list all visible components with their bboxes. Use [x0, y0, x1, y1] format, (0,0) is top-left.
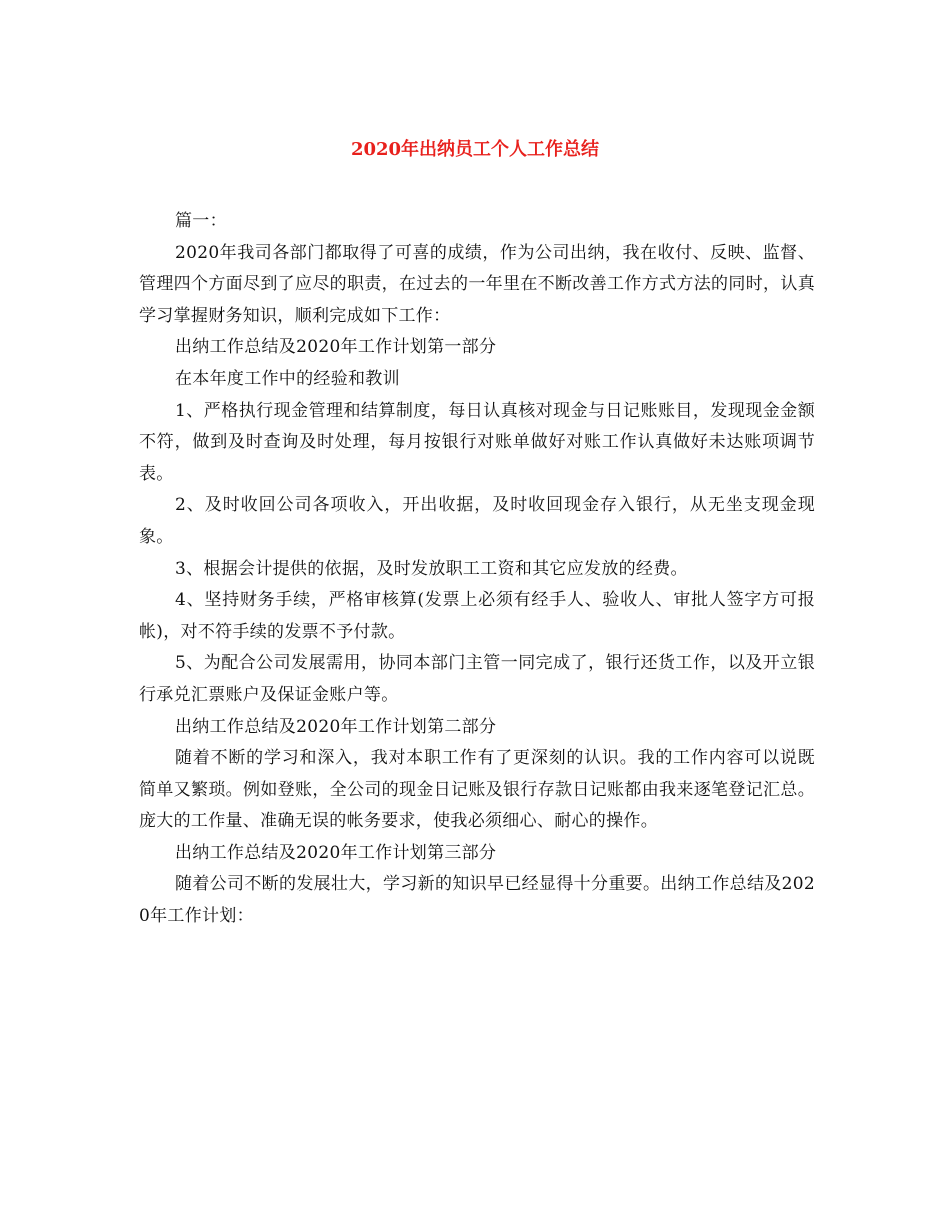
document-title: 2020年出纳员工个人工作总结 [350, 139, 600, 160]
paragraph-part-two-heading: 出纳工作总结及2020年工作计划第二部分 [175, 716, 497, 737]
paragraph-item-1: 1、严格执行现金管理和结算制度，每日认真核对现金与日记账账目，发现现金金额不符，做到及时查询及时处理，每月按银行对账单做好对账工作认真做好未达账项调节表。 [139, 400, 815, 484]
paragraph-item-5: 5、为配合公司发展需用，协同本部门主管一同完成了，银行还货工作，以及开立银行承兑汇票账户及保证金账户等。 [139, 653, 815, 705]
paragraph-item-4: 4、坚持财务手续，严格审核算(发票上必须有经手人、验收人、审批人签字方可报帐)，对不符手续的发票不予付款。 [139, 590, 815, 642]
paragraph-part-three-heading: 出纳工作总结及2020年工作计划第三部分 [175, 842, 497, 863]
paragraph-section-label: 篇一： [175, 211, 227, 231]
paragraph-item-2: 2、及时收回公司各项收入，开出收据，及时收回现金存入银行，从无坐支现金现象。 [139, 495, 815, 547]
document-body [139, 206, 815, 933]
paragraph-part-three-body: 随着公司不断的发展壮大，学习新的知识早已经显得十分重要。出纳工作总结及2020年工作计划： [139, 874, 815, 927]
paragraph-item-3: 3、根据会计提供的依据，及时发放职工工资和其它应发放的经费。 [175, 558, 688, 579]
paragraph-part-two-body: 随着不断的学习和深入，我对本职工作有了更深刻的认识。我的工作内容可以说既简单又繁琐。例如登账，全公司的现金日记账及银行存款日记账都由我来逐笔登记汇总。庞大的工作量、准确无误的帐务要求，使我必须细心、耐心的操作。 [139, 748, 815, 832]
paragraph-experience-heading: 在本年度工作中的经验和教训 [175, 368, 400, 389]
paragraph-part-one-heading: 出纳工作总结及2020年工作计划第一部分 [175, 337, 497, 358]
paragraph-intro: 2020年我司各部门都取得了可喜的成绩，作为公司出纳，我在收付、反映、监督、管理四个方面尽到了应尽的职责，在过去的一年里在不断改善工作方式方法的同时，认真学习掌握财务知识，顺利完成如下工作： [139, 242, 815, 326]
